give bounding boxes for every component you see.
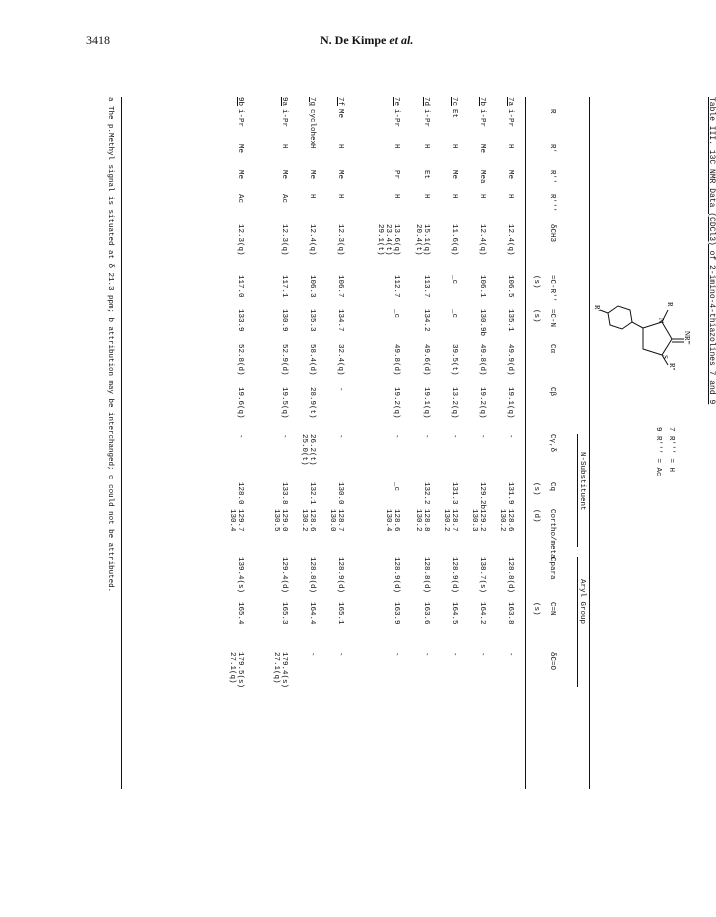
cell-r2: Et xyxy=(422,170,430,180)
cell-cq: 130.0 xyxy=(336,482,344,505)
cell-c4: 133.9 xyxy=(236,309,244,332)
cell-cpara: 128.9(d) xyxy=(392,557,400,594)
cell-co: 179.4(s) 27.1(q) xyxy=(271,652,288,689)
cell-ch3: 12.4(q) xyxy=(506,224,514,256)
table-top-rule xyxy=(589,97,590,789)
cell-r: Et xyxy=(450,109,458,119)
cell-ch3: 12.4(q) xyxy=(308,224,316,256)
cell-cb: 19.2(q) xyxy=(392,387,400,419)
cell-cn: 165.3 xyxy=(280,602,288,625)
cell-r1: H xyxy=(450,144,458,149)
cell-cb: 13.2(q) xyxy=(450,387,458,419)
cell-r3: H xyxy=(392,194,400,199)
cell-ch3: 13.6(q) 23.4(t) 29.1(t) xyxy=(375,224,400,256)
col-header-cb: Cβ xyxy=(548,387,556,397)
cell-r2: Me xyxy=(236,170,244,180)
table-footnote: a The p.Methyl signal is situated at δ 21.3 ppm; b attribution may be interchanged; c could not be attributed. xyxy=(106,97,114,593)
cell-r3: Ac xyxy=(236,194,244,204)
cell-cgd: 26.2(t) 25.0(t) xyxy=(299,434,316,466)
cell-ch3: 12.4(q) xyxy=(478,224,486,256)
n-ring-label: N xyxy=(657,318,665,324)
cell-co: - xyxy=(478,652,486,657)
cell-cpara: 138.7(s) xyxy=(478,557,486,594)
col-header-r2: R'' xyxy=(548,170,556,184)
cell-cpd: 9b xyxy=(236,97,244,107)
cell-r1: H xyxy=(308,144,316,149)
cell-co: - xyxy=(308,652,316,657)
cell-r2: Me xyxy=(450,170,458,180)
cell-r: i-Pr xyxy=(392,109,400,128)
cell-c5: 106.1 xyxy=(478,275,486,298)
cell-c5: 106.5 xyxy=(506,275,514,298)
cell-r1: H xyxy=(336,144,344,149)
cell-co: - xyxy=(422,652,430,657)
r-label: R xyxy=(666,302,674,307)
col-header-com: Cortho/meta xyxy=(548,509,556,559)
cell-cpara: 128.8(d) xyxy=(422,557,430,594)
cell-cgd: - xyxy=(236,434,244,439)
cell-ch3: 12.3(q) xyxy=(236,224,244,256)
nsub-group-rule xyxy=(577,434,578,547)
cell-c5: 113.7 xyxy=(422,275,430,298)
cell-ch3: 12.3(q) xyxy=(336,224,344,256)
cell-r3: H xyxy=(506,194,514,199)
cell-r2: Me xyxy=(336,170,344,180)
cell-cq: 128.0 xyxy=(236,482,244,505)
thiazoline-structure xyxy=(595,277,690,397)
cell-r2: Me xyxy=(280,170,288,180)
series-9-label: 9 R''' = Ac xyxy=(654,427,662,477)
col-unit-cn: (s) xyxy=(532,602,540,616)
cell-r2: Mea xyxy=(478,170,486,184)
cell-r3: H xyxy=(478,194,486,199)
cell-cgd: - xyxy=(392,434,400,439)
col-header-c4: =C-N xyxy=(548,309,556,328)
cell-r2: Me xyxy=(308,170,316,180)
col-header-cpara: Cpara xyxy=(548,557,556,580)
cell-cn: 163.8 xyxy=(506,602,514,625)
cell-cq: 131.9 xyxy=(506,482,514,505)
cell-co: - xyxy=(392,652,400,657)
cell-cq: _c xyxy=(392,482,400,492)
cell-r3: H xyxy=(422,194,430,199)
cell-c5: 106.7 xyxy=(336,275,344,298)
cell-cgd: - xyxy=(450,434,458,439)
cell-cq: 133.8 xyxy=(280,482,288,505)
cell-com: 129.2 130.3 xyxy=(469,509,486,532)
cell-r: Me xyxy=(336,109,344,119)
cell-cpd: 7g xyxy=(308,97,316,107)
cell-r: i-Pr xyxy=(422,109,430,128)
cell-cpd: 7d xyxy=(422,97,430,107)
col-header-r1: R' xyxy=(548,144,556,154)
col-header-ca: Cα xyxy=(548,344,556,354)
col-unit-c4: (s) xyxy=(532,309,540,323)
cell-cb: 19.1(q) xyxy=(506,387,514,419)
cell-cgd: - xyxy=(478,434,486,439)
cell-r2: Me xyxy=(506,170,514,180)
cell-r1: H xyxy=(422,144,430,149)
cell-r1: H xyxy=(280,144,288,149)
cell-c4: 134.2 xyxy=(422,309,430,332)
cell-cpd: 7a xyxy=(506,97,514,107)
cell-com: 128.6 130.2 xyxy=(299,509,316,532)
cell-cpara: 128.8(d) xyxy=(308,557,316,594)
cell-com: 128.8 130.2 xyxy=(413,509,430,532)
col-header-r: R xyxy=(548,109,556,114)
cell-cb: - xyxy=(336,387,344,392)
cell-r: cyclohex xyxy=(308,109,316,146)
cell-cpara: 128.8(d) xyxy=(506,557,514,594)
table-header-rule xyxy=(525,97,526,789)
cell-r2: Pr xyxy=(392,170,400,180)
cell-cpara: 128.9(d) xyxy=(336,557,344,594)
col-header-cn: C=N xyxy=(548,602,556,616)
col-header-c5: =C-R'' xyxy=(548,275,556,303)
cell-cn: 164.5 xyxy=(450,602,458,625)
cell-cgd: - xyxy=(280,434,288,439)
cell-cpd: 7b xyxy=(478,97,486,107)
cell-com: 129.7 130.4 xyxy=(227,509,244,532)
cell-co: - xyxy=(506,652,514,657)
cell-cpara: 128.9(d) xyxy=(450,557,458,594)
rotated-table-page xyxy=(106,97,716,791)
cell-c5: 112.7 xyxy=(392,275,400,298)
cell-ca: 49.6(d) xyxy=(422,344,430,376)
cell-r1: Me xyxy=(236,144,244,154)
cell-cn: 164.2 xyxy=(478,602,486,625)
cell-ch3: 11.6(q) xyxy=(450,224,458,256)
cell-cpd: 9a xyxy=(280,97,288,107)
cell-r3: H xyxy=(450,194,458,199)
cell-c5: 117.0 xyxy=(236,275,244,298)
table-bottom-rule xyxy=(121,97,122,789)
col-unit-cq: (s) xyxy=(532,482,540,496)
cell-c5: 106.3 xyxy=(308,275,316,298)
cell-cpara: 129.4(d) xyxy=(280,557,288,594)
col-header-co: δC=O xyxy=(548,652,556,671)
r1-label: R' xyxy=(593,305,601,311)
cell-cq: 132.1 xyxy=(308,482,316,505)
cell-cpara: 139.4(s) xyxy=(236,557,244,594)
col-unit-c5: (s) xyxy=(532,275,540,289)
cell-r: i-Pr xyxy=(478,109,486,128)
cell-cgd: - xyxy=(506,434,514,439)
cell-cn: 165.4 xyxy=(236,602,244,625)
cell-r: i-Pr xyxy=(280,109,288,128)
cell-r1: H xyxy=(392,144,400,149)
cell-cpd: 7e xyxy=(392,97,400,107)
cell-ca: 58.4(d) xyxy=(308,344,316,376)
cell-cq: 131.3 xyxy=(450,482,458,505)
cell-cpd: 7c xyxy=(450,97,458,107)
r2-label: R'' xyxy=(668,363,676,371)
cell-com: 128.7 130.2 xyxy=(441,509,458,532)
cell-ca: 39.5(t) xyxy=(450,344,458,376)
cell-co: - xyxy=(336,652,344,657)
cell-ca: 52.9(d) xyxy=(280,344,288,376)
cell-cb: 19.5(q) xyxy=(280,387,288,419)
cell-c4: 130.9 xyxy=(280,309,288,332)
cell-ch3: 15.1(q) 20.4(t) xyxy=(413,224,430,256)
cell-c4: _c xyxy=(450,309,458,319)
cell-ca: 52.8(d) xyxy=(236,344,244,376)
cell-ca: 49.8(d) xyxy=(478,344,486,376)
col-header-cq: Cq xyxy=(548,482,556,492)
cell-r1: H xyxy=(506,144,514,149)
cell-cn: 163.6 xyxy=(422,602,430,625)
cell-com: 128.6 130.2 xyxy=(497,509,514,532)
cell-c4: _c xyxy=(392,309,400,319)
cell-co: - xyxy=(450,652,458,657)
nr-label: NR''' xyxy=(683,331,691,345)
col-unit-com: (d) xyxy=(532,509,540,523)
cell-com: 128.6 130.4 xyxy=(383,509,400,532)
cell-c4: 134.7 xyxy=(336,309,344,332)
cell-cpd: 7f xyxy=(336,97,344,107)
cell-r3: H xyxy=(308,194,316,199)
cell-co: 179.5(s) 27.1(q) xyxy=(227,652,244,689)
cell-cb: 19.6(q) xyxy=(236,387,244,419)
cell-c4: 135.1 xyxy=(506,309,514,332)
cell-cb: 19.2(q) xyxy=(478,387,486,419)
cell-ca: 32.4(q) xyxy=(336,344,344,376)
table-title: Table III. 13C NMR Data (CDCl3) of 2-imino-4-thiazolines 7 and 9 xyxy=(707,97,716,405)
col-header-r3: R''' xyxy=(548,194,556,213)
cell-c4: 135.3 xyxy=(308,309,316,332)
running-header-authors: N. De Kimpe et al. xyxy=(320,33,414,47)
col-header-cgd: Cγ,δ xyxy=(548,434,556,453)
cell-cq: 129.2b xyxy=(478,482,486,510)
s-label: S xyxy=(661,355,669,359)
cell-r: i-Pr xyxy=(236,109,244,128)
col-header-ch3: δCH3 xyxy=(548,224,556,243)
series-7-label: 7 R''' = H xyxy=(667,427,675,473)
cell-cn: 164.4 xyxy=(308,602,316,625)
cell-ca: 49.9(d) xyxy=(506,344,514,376)
cell-cn: 163.9 xyxy=(392,602,400,625)
aryl-group-rule xyxy=(577,557,578,687)
cell-cq: 132.2 xyxy=(422,482,430,505)
cell-r3: H xyxy=(336,194,344,199)
aryl-group-label: Aryl Group xyxy=(578,579,586,625)
cell-cb: 28.9(t) xyxy=(308,387,316,419)
cell-c5: _c xyxy=(450,275,458,285)
cell-cb: 19.1(q) xyxy=(422,387,430,419)
page-number: 3418 xyxy=(86,33,110,47)
cell-c5: 117.1 xyxy=(280,275,288,298)
cell-cgd: - xyxy=(422,434,430,439)
cell-com: 129.0 130.5 xyxy=(271,509,288,532)
cell-cgd: - xyxy=(336,434,344,439)
nsub-group-label: N-Substituent xyxy=(578,452,586,511)
cell-c4: 130.9b xyxy=(478,309,486,337)
cell-cn: 165.1 xyxy=(336,602,344,625)
cell-com: 128.7 130.0 xyxy=(327,509,344,532)
cell-ch3: 12.3(q) xyxy=(280,224,288,256)
cell-ca: 49.8(d) xyxy=(392,344,400,376)
cell-r3: Ac xyxy=(280,194,288,204)
cell-r: i-Pr xyxy=(506,109,514,128)
cell-r1: Me xyxy=(478,144,486,154)
